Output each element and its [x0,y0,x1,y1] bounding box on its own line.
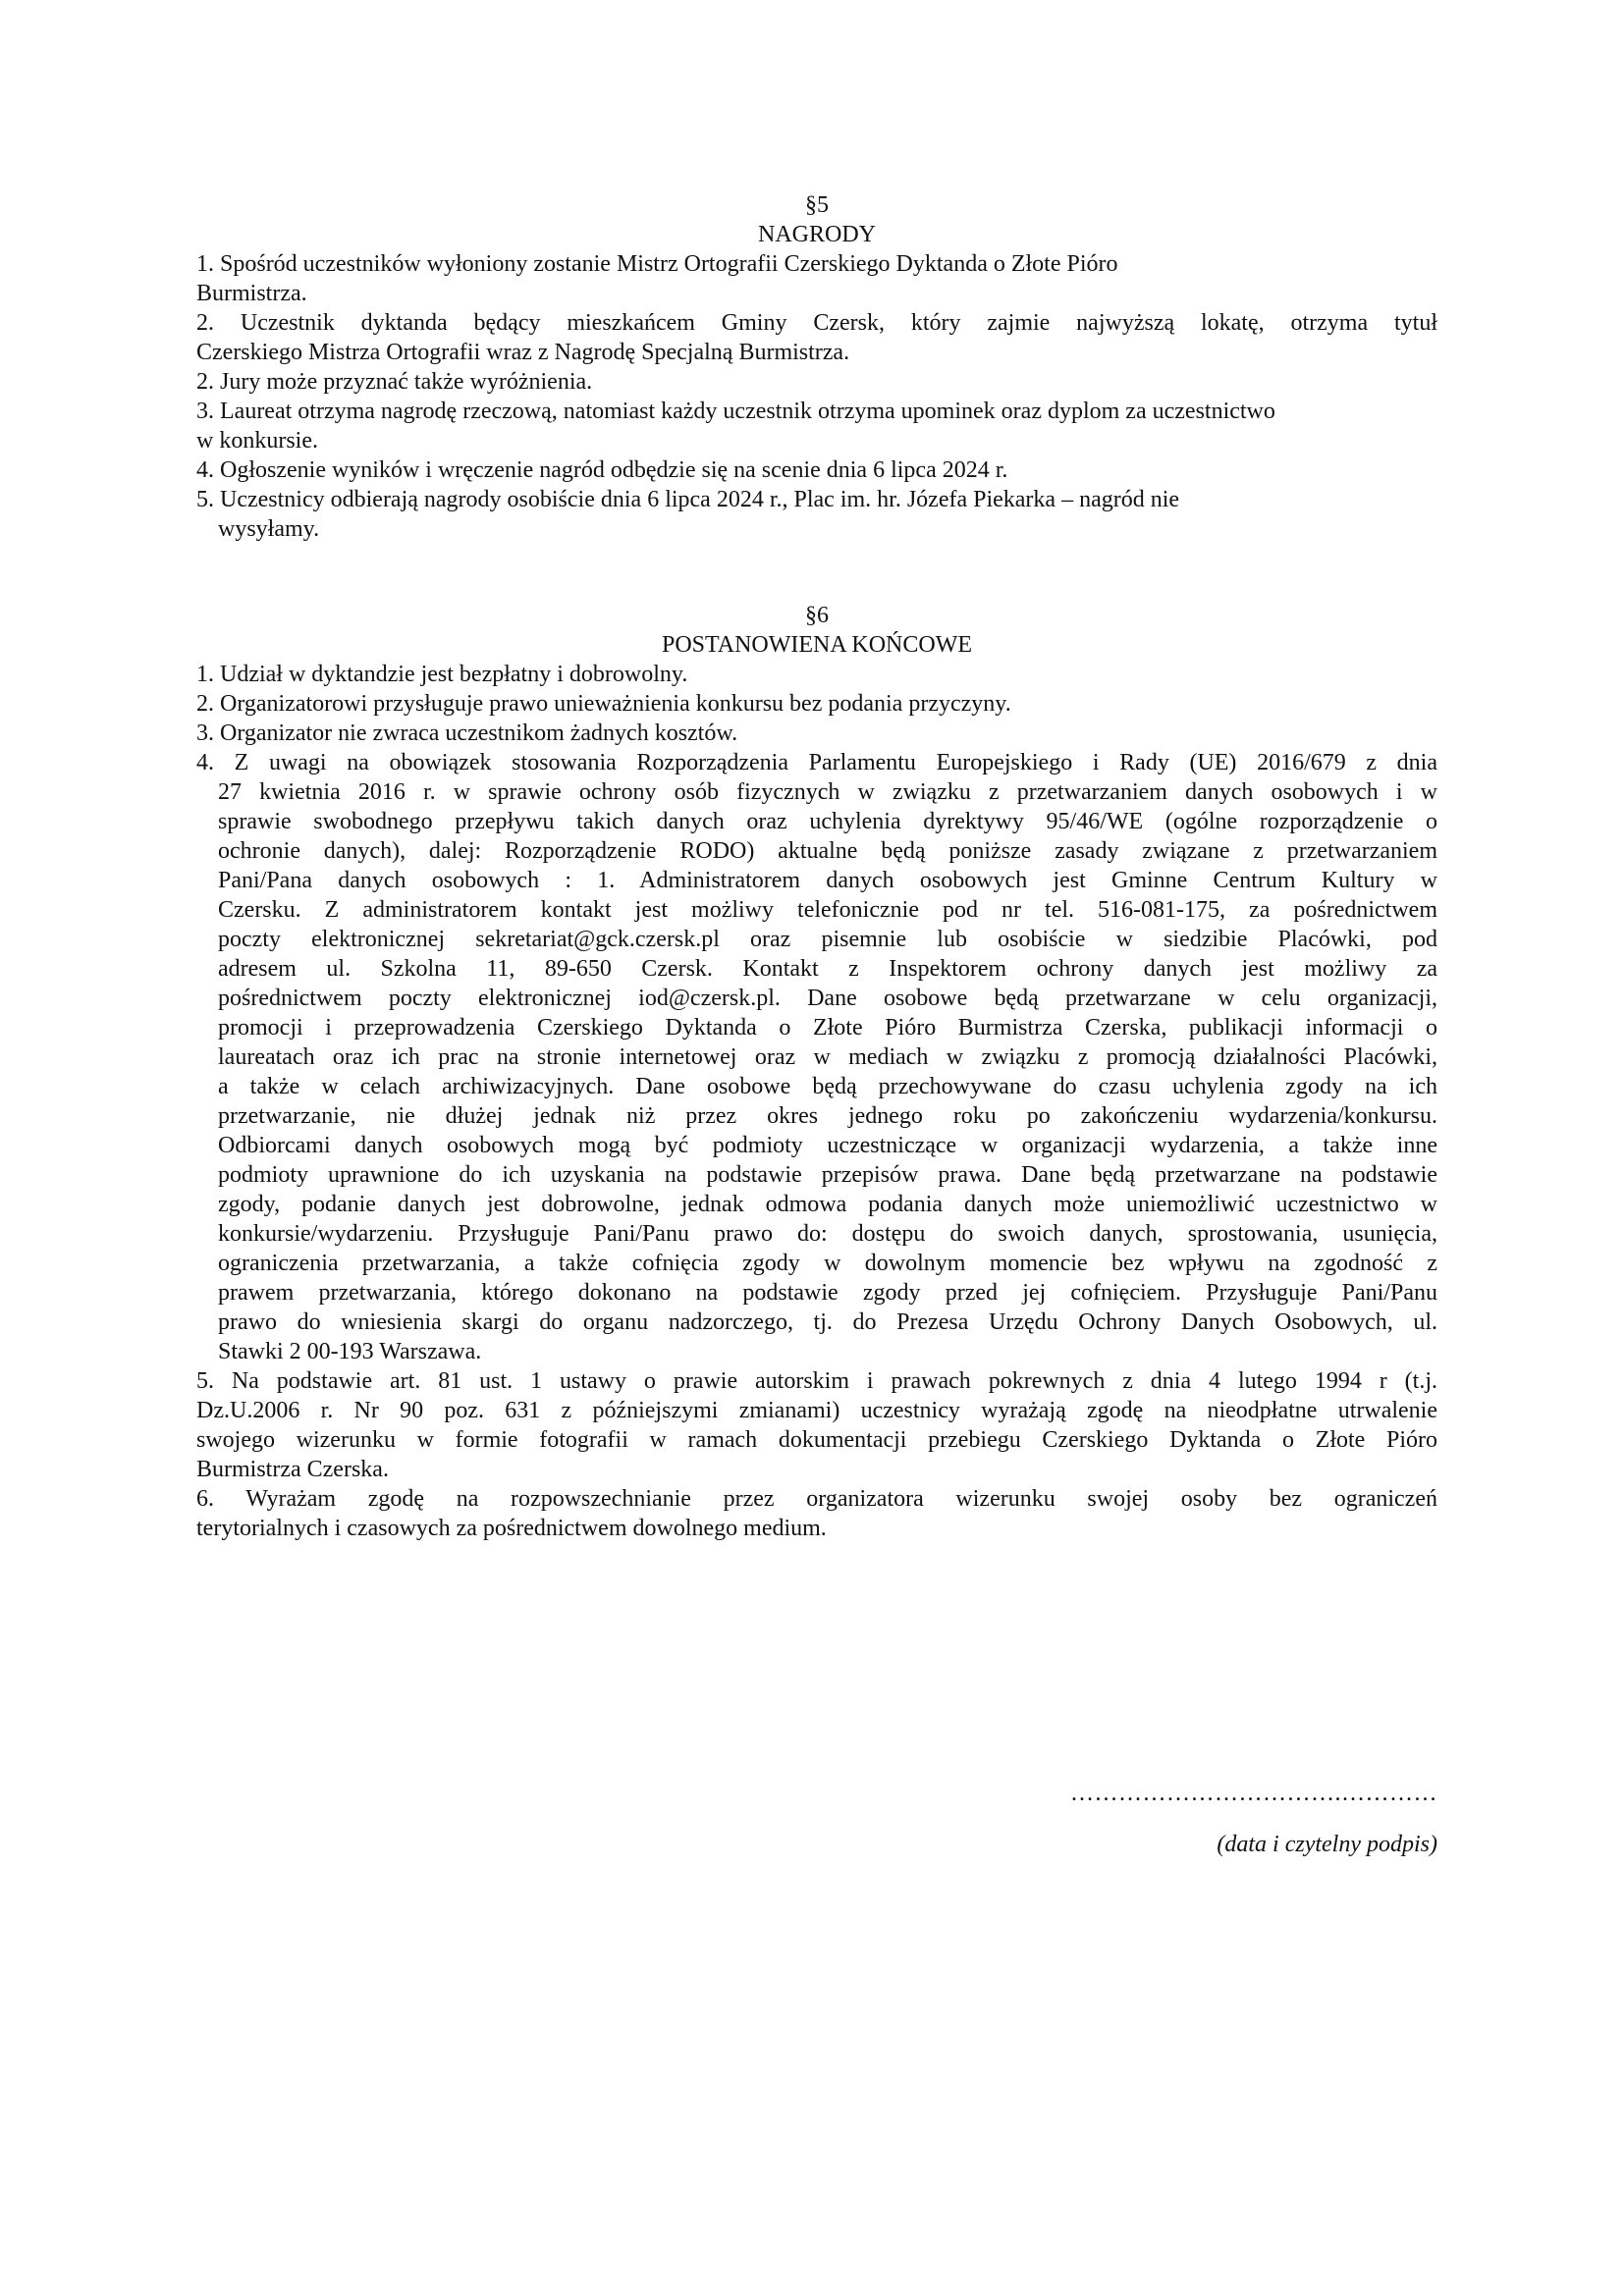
s6-line-23: prawo do wniesienia skargi do organu nadzorczego, tj. do Prezesa Urzędu Ochrony Danych Osobowych, ul. [218,1309,1437,1335]
s5-line-8: 4. Ogłoszenie wyników i wręczenie nagród odbędzie się na scenie dnia 6 lipca 2024 r. [196,457,1008,483]
s6-line-4: 4. Z uwagi na obowiązek stosowania Rozporządzenia Parlamentu Europejskiego i Rady (UE) 2016/679 z dnia [196,750,1437,775]
s5-line-7: w konkursie. [196,428,318,454]
s5-line-6: 3. Laureat otrzyma nagrodę rzeczową, natomiast każdy uczestnik otrzyma upominek oraz dyplom za uczestnictwo [196,399,1275,424]
s6-line-10: poczty elektronicznej sekretariat@gck.czersk.pl oraz pisemnie lub osobiście w siedzibie Placówki, pod [218,927,1437,952]
signature-dotted-line: …………………………….………… [1070,1781,1437,1806]
s6-line-26: Dz.U.2006 r. Nr 90 poz. 631 z późniejszymi zmianami) uczestnicy wyrażają zgodę na nieodpłatne utrwalenie [196,1398,1437,1423]
s6-line-1: 1. Udział w dyktandzie jest bezpłatny i dobrowolny. [196,662,688,687]
signature-label: (data i czytelny podpis) [1217,1832,1437,1857]
s6-line-8: Pani/Pana danych osobowych : 1. Administratorem danych osobowych jest Gminne Centrum Kultury w [218,868,1437,893]
s6-line-6: sprawie swobodnego przepływu takich danych oraz uchylenia dyrektywy 95/46/WE (ogólne rozporządzenie o [218,809,1437,834]
s6-line-16: przetwarzanie, nie dłużej jednak niż przez okres jednego roku po zakończeniu wydarzenia/konkursu. [218,1103,1437,1129]
s5-line-5: 2. Jury może przyznać także wyróżnienia. [196,369,593,395]
s6-line-12: pośrednictwem poczty elektronicznej iod@czersk.pl. Dane osobowe będą przetwarzane w celu organizacji, [218,986,1437,1011]
s6-line-21: ograniczenia przetwarzania, a także cofnięcia zgody w dowolnym momencie bez wpływu na zgodność z [218,1251,1437,1276]
s5-line-9: 5. Uczestnicy odbierają nagrody osobiście dnia 6 lipca 2024 r., Plac im. hr. Józefa Piekarka – nagród nie [196,487,1180,512]
document-body [196,190,1437,1543]
s6-line-19: zgody, podanie danych jest dobrowolne, jednak odmowa podania danych może uniemożliwić uczestnictwo w [218,1192,1437,1217]
s5-line-1: 1. Spośród uczestników wyłoniony zostanie Mistrz Ortografii Czerskiego Dyktanda o Złote Pióro [196,251,1118,277]
s6-line-3: 3. Organizator nie zwraca uczestnikom żadnych kosztów. [196,721,738,746]
s6-line-17: Odbiorcami danych osobowych mogą być podmioty uczestniczące w organizacji wydarzenia, a także inne [218,1133,1437,1158]
section-5-number: §5 [805,192,829,218]
section-6-title: POSTANOWIENA KOŃCOWE [661,632,973,658]
s6-line-20: konkursie/wydarzeniu. Przysługuje Pani/Panu prawo do: dostępu do swoich danych, sprostowania, usunięcia, [218,1221,1437,1247]
s6-line-14: laureatach oraz ich prac na stronie internetowej oraz w mediach w związku z promocją działalności Placówki, [218,1044,1437,1070]
s6-line-13: promocji i przeprowadzenia Czerskiego Dyktanda o Złote Pióro Burmistrza Czerska, publikacji informacji o [218,1015,1437,1041]
s6-line-15: a także w celach archiwizacyjnych. Dane osobowe będą przechowywane do czasu uchylenia zgody na ich [218,1074,1437,1099]
s5-line-3: 2. Uczestnik dyktanda będący mieszkańcem Gminy Czersk, który zajmie najwyższą lokatę, otrzyma tytuł [196,310,1437,336]
s6-line-5: 27 kwietnia 2016 r. w sprawie ochrony osób fizycznych w związku z przetwarzaniem danych osobowych i w [218,779,1437,805]
section-5-title: NAGRODY [758,222,876,247]
s6-line-25: 5. Na podstawie art. 81 ust. 1 ustawy o prawie autorskim i prawach pokrewnych z dnia 4 lutego 1994 r (t.j. [196,1368,1437,1394]
s6-line-27: swojego wizerunku w formie fotografii w ramach dokumentacji przebiegu Czerskiego Dyktanda o Złote Pióro [196,1427,1437,1453]
s6-line-7: ochronie danych), dalej: Rozporządzenie RODO) aktualne będą poniższe zasady związane z przetwarzaniem [218,838,1437,864]
s6-line-24: Stawki 2 00-193 Warszawa. [218,1339,482,1364]
section-spacer [196,544,1437,601]
signature-block [1070,1779,1437,1859]
s6-line-18: podmioty uprawnione do ich uzyskania na podstawie przepisów prawa. Dane będą przetwarzane na podstawie [218,1162,1437,1188]
s5-line-2: Burmistrza. [196,281,307,306]
s6-line-2: 2. Organizatorowi przysługuje prawo unieważnienia konkursu bez podania przyczyny. [196,691,1011,717]
s6-line-28: Burmistrza Czerska. [196,1457,389,1482]
s5-line-10: wysyłamy. [218,516,320,542]
s6-line-30: terytorialnych i czasowych za pośrednictwem dowolnego medium. [196,1516,827,1541]
s6-line-29: 6. Wyrażam zgodę na rozpowszechnianie przez organizatora wizerunku swojej osoby bez ograniczeń [196,1486,1437,1512]
s6-line-9: Czersku. Z administratorem kontakt jest możliwy telefonicznie pod nr tel. 516-081-175, za pośrednictwem [218,897,1437,923]
s6-line-11: adresem ul. Szkolna 11, 89-650 Czersk. Kontakt z Inspektorem ochrony danych jest możliwy za [218,956,1437,982]
s5-line-4: Czerskiego Mistrza Ortografii wraz z Nagrodę Specjalną Burmistrza. [196,340,850,365]
section-6-number: §6 [805,603,829,628]
s6-line-22: prawem przetwarzania, którego dokonano na podstawie zgody przed jej cofnięciem. Przysługuje Pani/Panu [218,1280,1437,1306]
